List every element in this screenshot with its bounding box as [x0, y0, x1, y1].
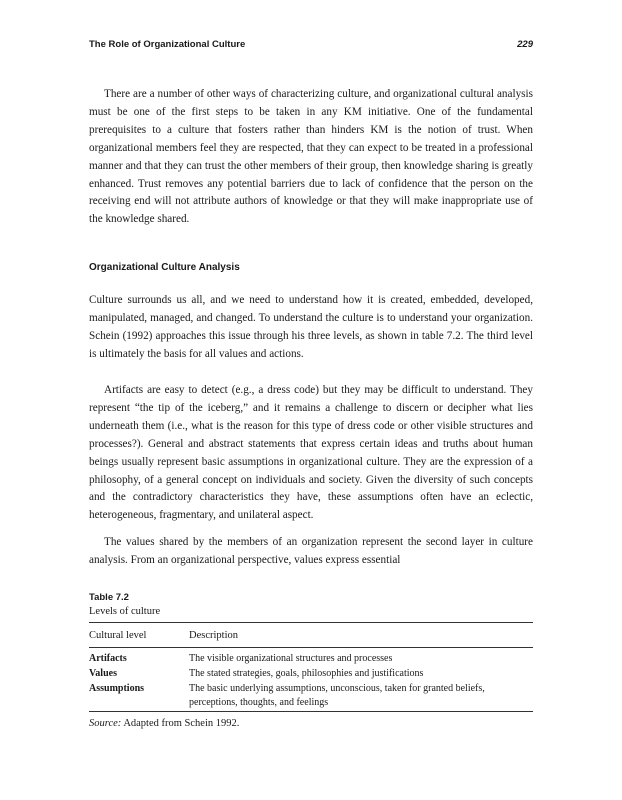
table-bottom-rule: [89, 711, 533, 712]
table-header-rule: [89, 647, 533, 648]
table-label: Table 7.2: [89, 592, 129, 603]
running-header: [89, 39, 533, 50]
table-cell-level: Artifacts: [89, 653, 127, 664]
source-label: Source:: [89, 718, 122, 729]
table-top-rule: [89, 622, 533, 623]
running-title: The Role of Organizational Culture: [89, 39, 246, 50]
table-column-header-description: Description: [189, 630, 238, 641]
section-paragraph-1: Culture surrounds us all, and we need to understand how it is created, embedded, developed, manipulated, managed, and changed. To understand the culture is to understand your organization. Schein (1992) approaches this issue through his three levels, as shown in table 7.2. The third level is ultimately the basis for all values and actions.: [89, 294, 533, 360]
table-source-note: [89, 718, 239, 729]
table-cell-level: Assumptions: [89, 683, 145, 694]
section-paragraph-3: The values shared by the members of an organization represent the second layer in culture analysis. From an organizational perspective, values express essential: [89, 536, 533, 566]
section-heading: Organizational Culture Analysis: [89, 262, 240, 273]
table-cell-description: The stated strategies, goals, philosophies and justifications: [189, 668, 424, 679]
table-column-header-level: Cultural level: [89, 630, 147, 641]
section-paragraph-2: Artifacts are easy to detect (e.g., a dress code) but they may be difficult to understand. They represent “the tip of the iceberg,” and it remains a challenge to discern or decipher what lies underneath them (i.e., what is the reason for this type of dress code or other visible structures and processes?). General and abstract statements that express certain ideas and truths about human beings usually represent basic assumptions in organizational culture. They are the expression of a philosophy, of a general concept on individuals and society. Given the diversity of such concepts and the contradictory characteristics they have, these assumptions often have an eclectic, heterogeneous, fragmentary, and unilateral aspect.: [89, 384, 533, 522]
table-cell-level: Values: [89, 668, 117, 679]
page-number: 229: [517, 39, 533, 50]
source-text: Adapted from Schein 1992.: [123, 718, 240, 729]
table-caption: Levels of culture: [89, 606, 161, 617]
body-paragraph-1: There are a number of other ways of characterizing culture, and organizational cultural analysis must be one of the first steps to be taken in any KM initiative. One of the fundamental prerequisites to a culture that fosters rather than hinders KM is the notion of trust. When organizational members feel they are respected, that they can expect to be treated in a professional manner and that they can trust the other members of their group, then knowledge sharing is greatly enhanced. Trust removes any potential barriers due to lack of confidence that the person on the receiving end will not attribute authors of knowledge or that they will make inappropriate use of the knowledge shared.: [89, 88, 533, 226]
table-cell-description: The basic underlying assumptions, unconscious, taken for granted beliefs, perceptions, thoughts, and feelings: [189, 683, 485, 708]
table-cell-description: The visible organizational structures and processes: [189, 653, 393, 664]
